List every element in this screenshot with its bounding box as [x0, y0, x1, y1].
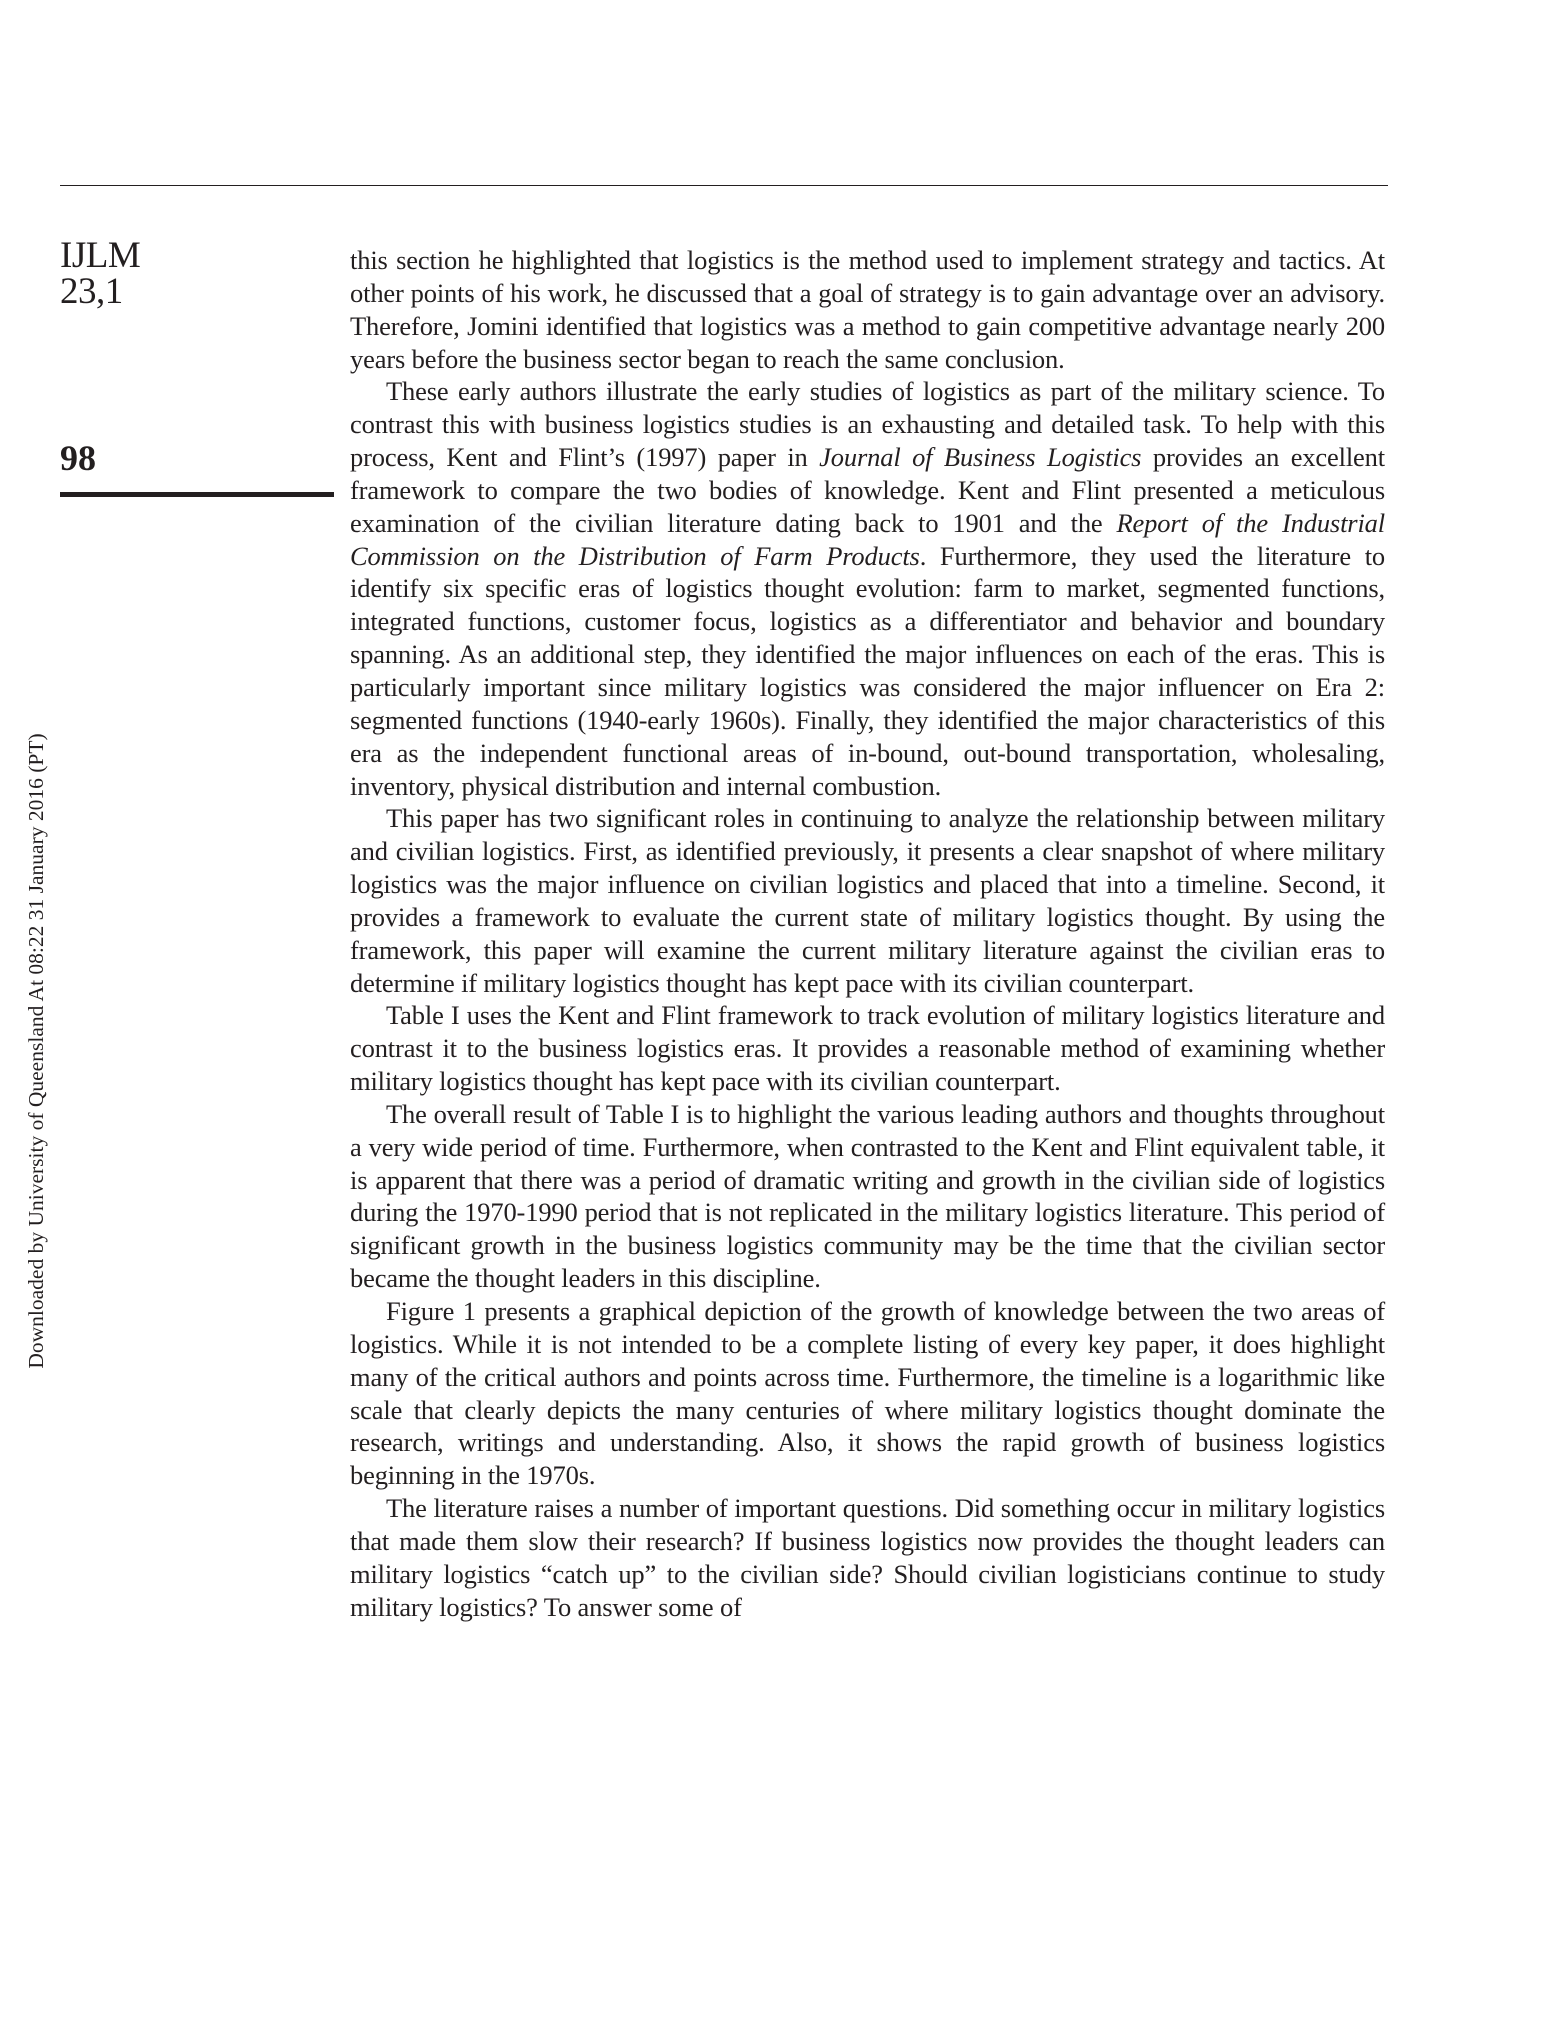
page-number: 98 [60, 438, 96, 478]
article-body [350, 244, 1385, 1623]
paragraph-7: The literature raises a number of important questions. Did something occur in military logistics that made them slow their research? If business logistics now provides the thought leaders can military logistics “catch up” to the civilian side? Should civilian logisticians continue to study military logistics? To answer some of [350, 1493, 1385, 1622]
running-head [60, 235, 340, 312]
paragraph-3: This paper has two significant roles in continuing to analyze the relationship between military and civilian logistics. First, as identified previously, it presents a clear snapshot of where military logistics was the major influence on civilian logistics and placed that into a timeline. Second, it provides a framework to evaluate the current state of military logistics thought. By using the framework, this paper will examine the current military literature against the civilian eras to determine if military logistics thought has kept pace with its civilian counterpart. [350, 803, 1385, 998]
paragraph-5: The overall result of Table I is to highlight the various leading authors and thoughts throughout a very wide period of time. Furthermore, when contrasted to the Kent and Flint equivalent table, it is apparent that there was a period of dramatic writing and growth in the civilian side of logistics during the 1970-1990 period that is not replicated in the military logistics literature. This period of significant growth in the business logistics community may be the time that the civilian sector became the thought leaders in this discipline. [350, 1098, 1385, 1294]
volume-issue: 23,1 [60, 271, 123, 312]
journal-name: IJLM [60, 235, 141, 276]
paragraph-2-text-e: . Furthermore, they used the literature to identify six specific eras of logistics thought evolution: farm to market, segmented functions, integrated functions, customer focus, logistics as a differentiator and behavior and boundary spanning. As an additional step, they identified the major influences on each of the eras. This is particularly important since military logistics was considered the major influencer on Era 2: segmented functions (1940-early 1960s). Finally, they identified the major characteristics of this era as the independent functional areas of in-bound, out-bound transportation, wholesaling, inventory, physical distribution and internal combustion. [350, 540, 1386, 801]
page-number-rule [60, 492, 334, 497]
journal-title-citation: Journal of Business Logistics [819, 442, 1142, 473]
header-rule [60, 185, 1388, 186]
paragraph-1: this section he highlighted that logistics is the method used to implement strategy and tactics. At other points of his work, he discussed that a goal of strategy is to gain advantage over an advisory. Therefore, Jomini identified that logistics was a method to gain competitive advantage nearly 200 years before the business sector began to reach the same conclusion. [350, 245, 1385, 374]
paragraph-6: Figure 1 presents a graphical depiction of the growth of knowledge between the two areas of logistics. While it is not intended to be a complete listing of every key paper, it does highlight many of the critical authors and points across time. Furthermore, the timeline is a logarithmic like scale that clearly depicts the many centuries of where military logistics thought dominate the research, writings and understanding. Also, it shows the rapid growth of business logistics beginning in the 1970s. [350, 1296, 1385, 1491]
paragraph-2-text-c: provides an excellent framework to compare the two bodies of knowledge. Kent and Flint presented a meticulous examination of the civilian literature dating back to 1901 and the [350, 442, 1385, 538]
paragraph-2 [350, 375, 1385, 802]
report-title-citation: Report of the Industrial Commission on the Distribution of Farm Products [350, 507, 1385, 571]
download-watermark: Downloaded by University of Queensland At 08:22 31 January 2016 (PT) [24, 733, 48, 1369]
paragraph-2-text-a: These early authors illustrate the early studies of logistics as part of the military science. To contrast this with business logistics studies is an exhausting and detailed task. To help with this process, Kent and Flint’s (1997) paper in [350, 376, 1385, 473]
paragraph-4: Table I uses the Kent and Flint framework to track evolution of military logistics literature and contrast it to the business logistics eras. It provides a reasonable method of examining whether military logistics thought has kept pace with its civilian counterpart. [350, 1000, 1385, 1097]
